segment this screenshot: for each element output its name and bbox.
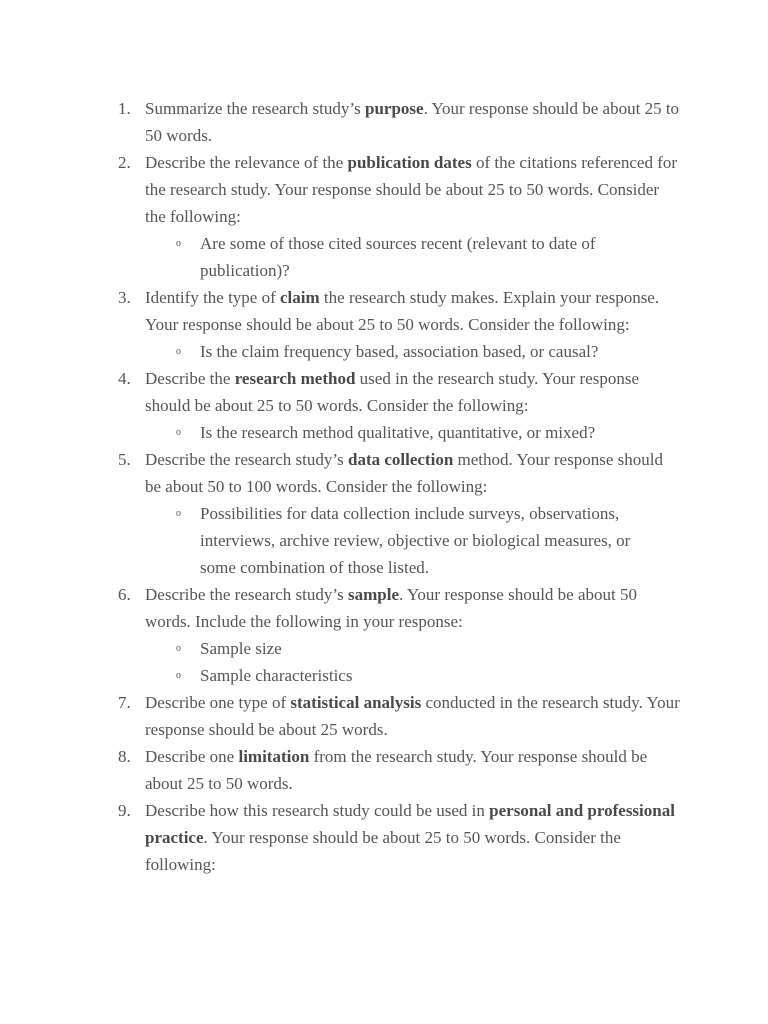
text-segment: from the research study. Your response should be about 25 to 50 words. — [145, 747, 648, 793]
text-segment: Identify the type of — [145, 288, 281, 307]
list-item-number: 5. — [118, 450, 131, 469]
sub-list-item-text: Sample size — [200, 639, 282, 658]
sub-list-item-text: Possibilities for data collection include surveys, observations, interviews, archive review, objective or biological measures, or some combination of those listed. — [200, 504, 631, 577]
list-item — [0, 689, 680, 743]
text-segment: Describe the research study’s — [145, 585, 348, 604]
instruction-list — [0, 95, 768, 878]
list-item — [0, 149, 680, 284]
list-item-number: 6. — [118, 585, 131, 604]
text-segment: conducted in the research study. Your response should be about 25 words. — [145, 693, 680, 739]
list-item-number: 1. — [118, 99, 131, 118]
list-item-text — [145, 801, 675, 874]
text-segment: Describe the — [145, 369, 235, 388]
list-item-text — [145, 153, 677, 226]
sub-list — [145, 635, 680, 689]
text-segment: Summarize the research study’s — [145, 99, 365, 118]
sub-list-item — [176, 230, 670, 284]
text-segment: . Your response should be about 25 to 50 words. Consider the following: — [145, 828, 621, 874]
hollow-circle-bullet-icon: o — [176, 508, 181, 519]
list-item-text — [145, 288, 659, 334]
text-segment: Describe one — [145, 747, 239, 766]
list-item — [0, 446, 680, 581]
list-item-number: 3. — [118, 288, 131, 307]
text-segment: . Your response should be about 25 to 50 words. — [145, 99, 680, 145]
emphasized-term: sample — [347, 585, 399, 604]
emphasized-term: personal and professional practice — [145, 801, 675, 847]
text-segment: Describe one type of — [145, 693, 291, 712]
document-page — [0, 95, 768, 878]
emphasized-term: statistical analysis — [290, 693, 422, 712]
list-item-text — [145, 99, 679, 145]
text-segment: Describe the research study’s — [145, 450, 348, 469]
sub-list-item — [176, 635, 670, 662]
emphasized-term: limitation — [238, 747, 310, 766]
list-item — [0, 95, 680, 149]
list-item-text — [145, 369, 639, 415]
emphasized-term: purpose — [365, 99, 424, 118]
emphasized-term: claim — [280, 288, 320, 307]
sub-list — [145, 500, 680, 581]
list-item — [0, 365, 680, 446]
sub-list-item — [176, 419, 670, 446]
text-segment: method. Your response should be about 50 to 100 words. Consider the following: — [145, 450, 663, 496]
list-item — [0, 284, 680, 365]
sub-list-item — [176, 500, 670, 581]
text-segment: . Your response should be about 50 words. Include the following in your response: — [145, 585, 637, 631]
text-segment: the research study makes. Explain your response. Your response should be about 25 to 50 words. Consider the following: — [145, 288, 660, 334]
list-item-number: 2. — [118, 153, 131, 172]
text-segment: of the citations referenced for the research study. Your response should be about 25 to 50 words. Consider the following: — [145, 153, 678, 226]
hollow-circle-bullet-icon: o — [176, 643, 181, 654]
sub-list-item — [176, 662, 670, 689]
hollow-circle-bullet-icon: o — [176, 238, 181, 249]
sub-list-item-text: Are some of those cited sources recent (relevant to date of publication)? — [200, 234, 596, 280]
emphasized-term: publication dates — [347, 153, 472, 172]
sub-list — [145, 338, 680, 365]
list-item — [0, 743, 680, 797]
sub-list-item-text: Is the claim frequency based, association based, or causal? — [200, 342, 599, 361]
text-segment: Describe how this research study could be used in — [145, 801, 490, 820]
list-item-number: 9. — [118, 801, 131, 820]
list-item-number: 8. — [118, 747, 131, 766]
hollow-circle-bullet-icon: o — [176, 427, 181, 438]
list-item-text — [145, 585, 637, 631]
sub-list — [145, 419, 680, 446]
text-segment: used in the research study. Your response should be about 25 to 50 words. Consider the following: — [145, 369, 640, 415]
list-item-number: 4. — [118, 369, 131, 388]
list-item-text — [145, 693, 680, 739]
hollow-circle-bullet-icon: o — [176, 670, 181, 681]
emphasized-term: research method — [234, 369, 356, 388]
sub-list-item-text: Is the research method qualitative, quantitative, or mixed? — [200, 423, 596, 442]
sub-list — [145, 230, 680, 284]
list-item-number: 7. — [118, 693, 131, 712]
list-item-text — [145, 747, 647, 793]
hollow-circle-bullet-icon: o — [176, 346, 181, 357]
emphasized-term: data collection — [347, 450, 454, 469]
list-item-text — [145, 450, 663, 496]
list-item — [0, 581, 680, 689]
text-segment: Describe the relevance of the — [145, 153, 348, 172]
sub-list-item-text: Sample characteristics — [200, 666, 353, 685]
sub-list-item — [176, 338, 670, 365]
list-item — [0, 797, 680, 878]
